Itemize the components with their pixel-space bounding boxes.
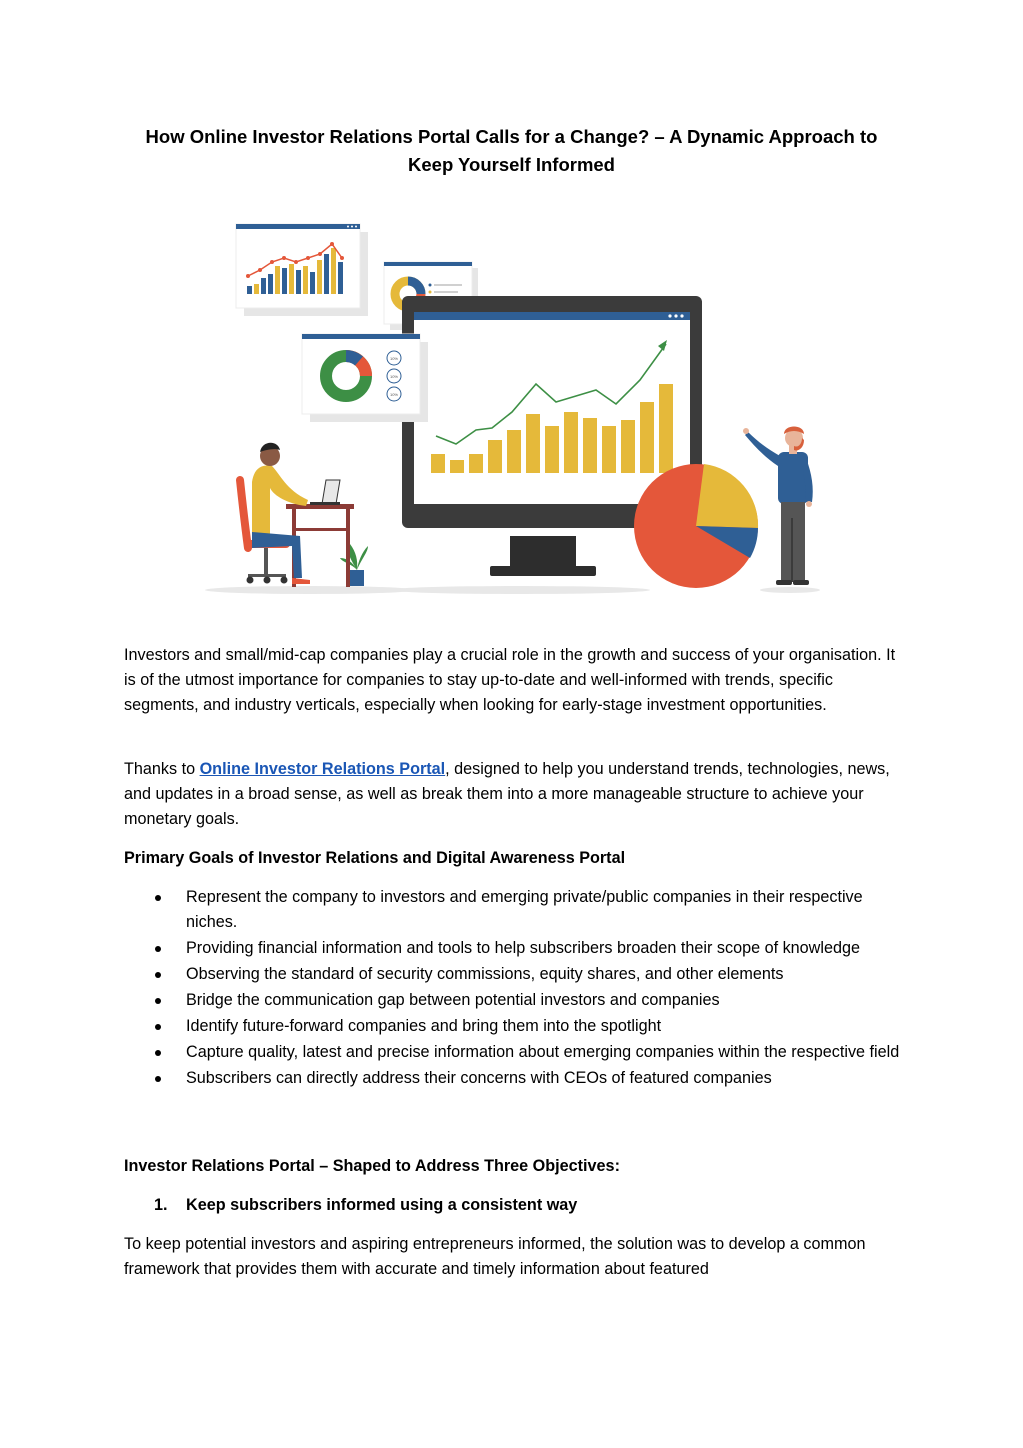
objective-1-number: 1. [154, 1196, 168, 1214]
list-item-text: Bridge the communication gap between potential investors and companies [186, 991, 720, 1009]
objective-1-label: Keep subscribers informed using a consistent way [186, 1196, 578, 1214]
thanks-prefix: Thanks to [124, 760, 200, 778]
bullet-icon [155, 972, 161, 978]
page-title [130, 123, 893, 179]
list-item-text: Represent the company to investors and emerging private/public companies in their respective niches. [186, 888, 863, 931]
donut-card-large [302, 334, 428, 422]
card-pct-3: 10% [389, 392, 399, 397]
bullet-icon [155, 946, 161, 952]
person-at-desk [240, 443, 368, 587]
bullet-icon [155, 998, 161, 1004]
ground-shadow-left [205, 586, 415, 594]
bullet-icon [155, 895, 161, 901]
list-item-text: Subscribers can directly address their concerns with CEOs of featured companies [186, 1069, 772, 1087]
list-item-text: Providing financial information and tools to help subscribers broaden their scope of knowledge [186, 939, 860, 957]
bullet-icon [155, 1076, 161, 1082]
list-item [124, 1040, 909, 1065]
pie-chart [634, 464, 758, 588]
list-item [124, 988, 909, 1013]
list-item-text: Capture quality, latest and precise information about emerging companies within the respective field [186, 1043, 900, 1061]
list-item-text: Identify future-forward companies and bring them into the spotlight [186, 1017, 662, 1035]
list-item [124, 1014, 909, 1039]
thanks-paragraph [124, 757, 909, 832]
bullet-icon [155, 1050, 161, 1056]
thanks-suffix: , designed to help you understand trends, technologies, news, and updates in a broad sense, as well as break them into a more manageable structure to achieve your monetary goals. [124, 760, 890, 828]
investor-portal-link[interactable]: Online Investor Relations Portal [199, 760, 446, 778]
title-line-2: Keep Yourself Informed [408, 154, 615, 175]
goals-list [124, 885, 909, 1092]
closing-paragraph: To keep potential investors and aspiring entrepreneurs informed, the solution was to develop a common framework that provides them with accurate and timely information about featured [124, 1235, 866, 1278]
investor-illustration [200, 218, 825, 602]
bar-chart-card [236, 224, 368, 316]
list-item [124, 936, 909, 961]
bullet-icon [155, 1024, 161, 1030]
title-line-1: How Online Investor Relations Portal Calls for a Change? – A Dynamic Approach to [145, 126, 878, 147]
list-item-text: Observing the standard of security commissions, equity shares, and other elements [186, 965, 784, 983]
list-item [124, 885, 909, 935]
ground-shadow-right [760, 587, 820, 593]
list-item [124, 962, 909, 987]
intro-paragraph: Investors and small/mid-cap companies play a crucial role in the growth and success of your organisation. It is of the utmost importance for companies to stay up-to-date and well-informed with trends, specific segments, and industry verticals, especially when looking for early-stage investment opportunities. [124, 646, 896, 714]
objectives-heading: Investor Relations Portal – Shaped to Address Three Objectives: [124, 1157, 620, 1175]
card-pct-2: 10% [389, 374, 399, 379]
card-pct-1: 10% [389, 356, 399, 361]
goals-heading: Primary Goals of Investor Relations and Digital Awareness Portal [124, 849, 626, 867]
ground-shadow-center [390, 586, 650, 594]
list-item [124, 1066, 909, 1091]
